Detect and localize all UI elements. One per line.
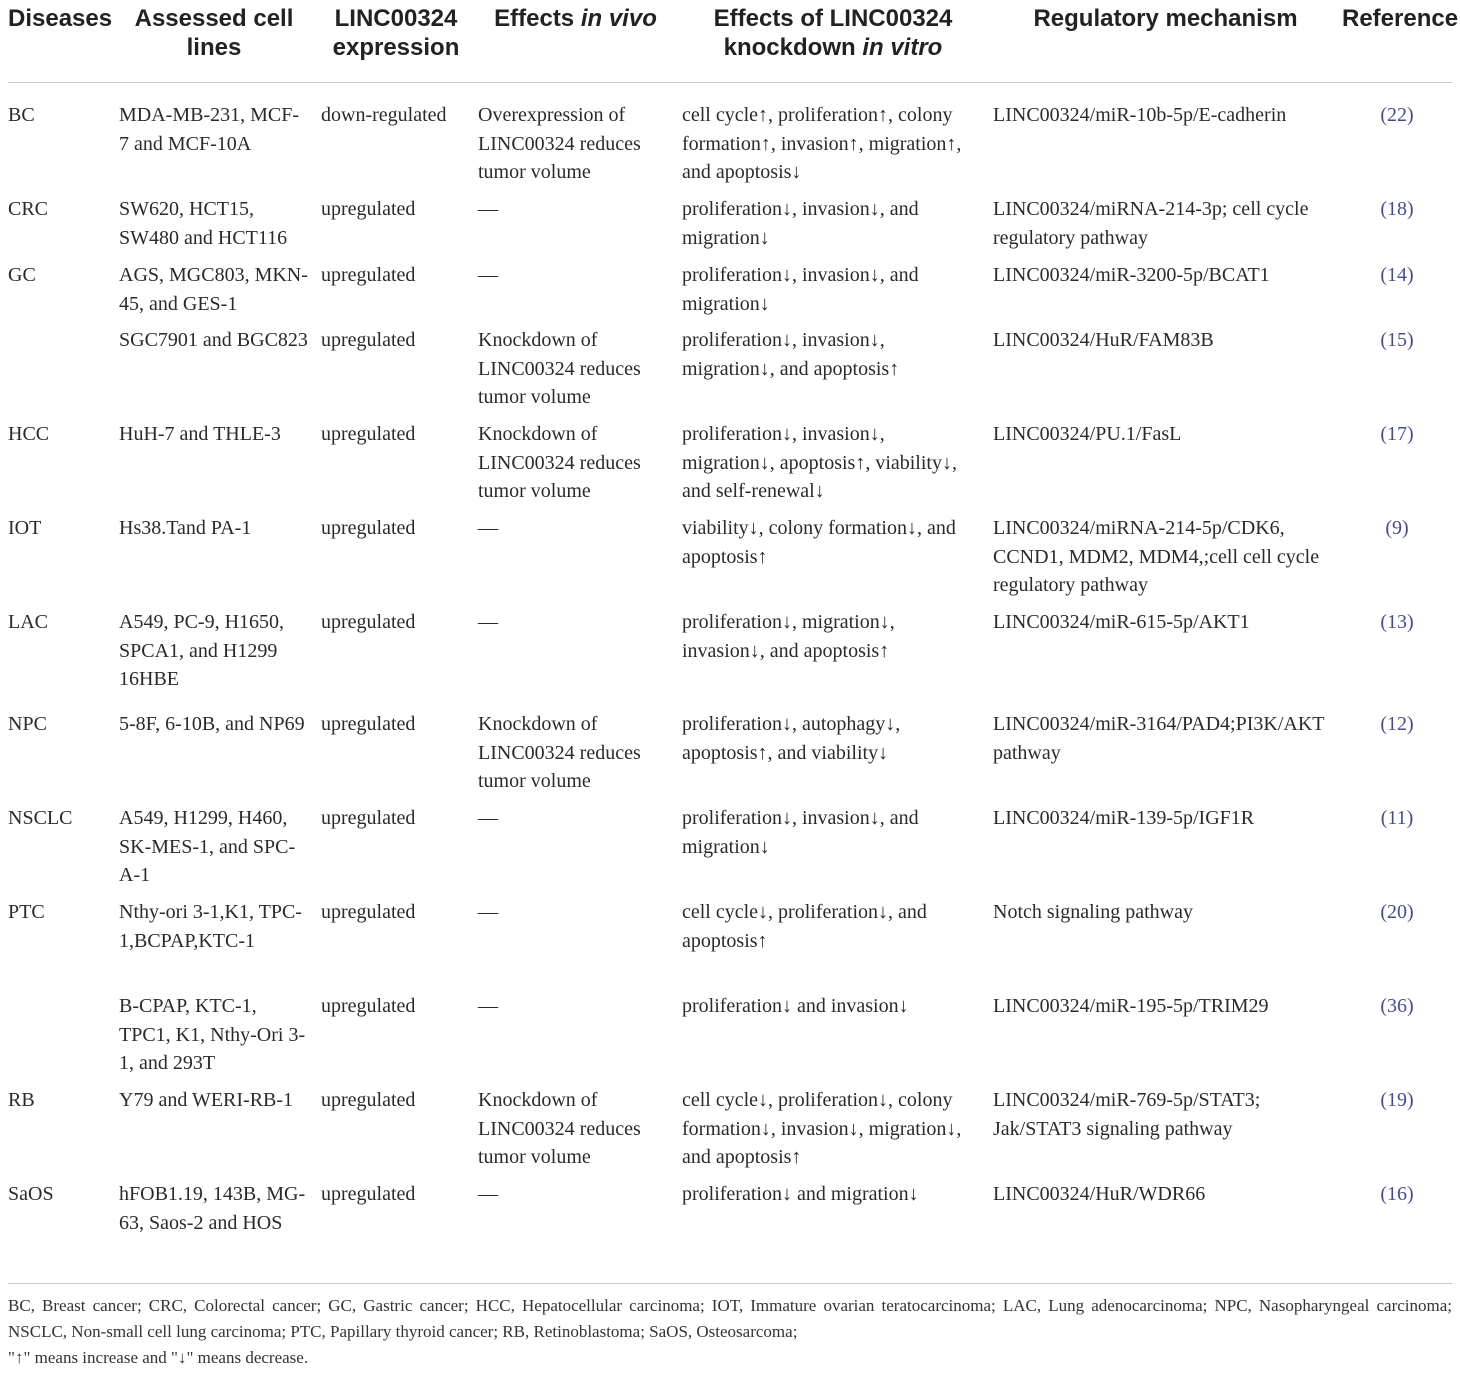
cell-reference-link[interactable]: (14) bbox=[1380, 264, 1414, 286]
cell-disease: GC bbox=[8, 264, 36, 286]
cell-expression: upregulated bbox=[321, 995, 416, 1017]
cell-in-vivo: Knockdown of LINC00324 reduces tumor volume bbox=[478, 713, 641, 792]
table-row bbox=[8, 898, 1452, 992]
table-row bbox=[8, 261, 1452, 326]
cell-in-vivo: — bbox=[478, 901, 498, 923]
cell-cell-lines: Y79 and WERI-RB-1 bbox=[119, 1089, 294, 1111]
cell-reference-link[interactable]: (22) bbox=[1380, 104, 1414, 126]
table-row bbox=[8, 101, 1452, 195]
header-cell-lines: Assessed cell lines bbox=[134, 5, 294, 61]
cell-expression: upregulated bbox=[321, 329, 416, 351]
cell-lines-text: A549, PC-9, H1650, SPCA1, and H1299 16HBE bbox=[119, 611, 285, 690]
cell-expression: upregulated bbox=[321, 901, 416, 923]
cell-cell-lines: AGS, MGC803, MKN-45, and GES-1 bbox=[119, 264, 308, 315]
cell-cell-lines: 5-8F, 6-10B, and NP69 bbox=[119, 713, 305, 735]
cell-in-vivo: — bbox=[478, 807, 498, 829]
cell-mechanism: LINC00324/miR-769-5p/STAT3; Jak/STAT3 signaling pathway bbox=[993, 1089, 1261, 1140]
cell-cell-lines: SGC7901 and BGC823 bbox=[119, 329, 308, 351]
cell-cell-lines: A549, H1299, H460, SK-MES-1, and SPC-A-1 bbox=[119, 807, 296, 886]
cell-cell-lines: hFOB1.19, 143B, MG-63, Saos-2 and HOS bbox=[119, 1183, 306, 1234]
cell-in-vivo: Overexpression of LINC00324 reduces tumor volume bbox=[478, 104, 641, 183]
header-in-vivo: Effects in vivo bbox=[494, 5, 657, 32]
table-header bbox=[8, 0, 1459, 83]
cell-in-vitro: proliferation↓, invasion↓, migration↓, and apoptosis↑ bbox=[682, 329, 900, 380]
cell-in-vitro: proliferation↓, invasion↓, and migration↓ bbox=[682, 807, 919, 858]
cell-in-vitro: proliferation↓, invasion↓, and migration↓ bbox=[682, 264, 919, 315]
cell-expression: upregulated bbox=[321, 517, 416, 539]
cell-in-vitro: cell cycle↑, proliferation↑, colony formation↑, invasion↑, migration↑, and apoptosis↓ bbox=[682, 104, 962, 183]
header-in-vitro: Effects of LINC00324 knockdown in vitro bbox=[713, 5, 953, 61]
cell-in-vitro: viability↓, colony formation↓, and apoptosis↑ bbox=[682, 517, 956, 568]
cell-mechanism: LINC00324/HuR/WDR66 bbox=[993, 1183, 1206, 1205]
cell-mechanism: LINC00324/miRNA-214-3p; cell cycle regulatory pathway bbox=[993, 198, 1309, 249]
table-row bbox=[8, 608, 1452, 710]
table-row bbox=[8, 992, 1452, 1086]
cell-in-vivo: — bbox=[478, 264, 498, 286]
cell-cell-lines bbox=[119, 608, 309, 694]
cell-mechanism: LINC00324/PU.1/FasL bbox=[993, 423, 1182, 445]
cell-in-vitro: proliferation↓, invasion↓, migration↓, apoptosis↑, viability↓, and self-renewal↓ bbox=[682, 423, 957, 502]
cell-reference-link[interactable]: (17) bbox=[1380, 423, 1414, 445]
header-reference: Reference bbox=[1342, 5, 1459, 32]
cell-in-vitro: proliferation↓ and invasion↓ bbox=[682, 995, 909, 1017]
cell-disease: PTC bbox=[8, 901, 45, 923]
cell-cell-lines: Nthy-ori 3-1,K1, TPC-1,BCPAP,KTC-1 bbox=[119, 901, 302, 952]
cell-in-vivo: — bbox=[478, 1183, 498, 1205]
cell-reference-link[interactable]: (13) bbox=[1380, 611, 1414, 633]
cell-in-vivo: Knockdown of LINC00324 reduces tumor volume bbox=[478, 423, 641, 502]
cell-disease: SaOS bbox=[8, 1183, 54, 1205]
cell-cell-lines: HuH-7 and THLE-3 bbox=[119, 423, 281, 445]
cell-disease: NSCLC bbox=[8, 807, 73, 829]
table bbox=[8, 0, 1459, 1367]
cell-expression: upregulated bbox=[321, 1089, 416, 1111]
cell-mechanism: Notch signaling pathway bbox=[993, 901, 1193, 923]
cell-reference-link[interactable]: (16) bbox=[1380, 1183, 1414, 1205]
cell-reference-link[interactable]: (19) bbox=[1380, 1089, 1414, 1111]
cell-reference-link[interactable]: (9) bbox=[1385, 517, 1409, 539]
table-bottom-rule bbox=[8, 1283, 1452, 1284]
cell-reference-link[interactable]: (36) bbox=[1380, 995, 1414, 1017]
table-footnote bbox=[8, 1293, 1452, 1371]
header-expression: LINC00324 expression bbox=[332, 5, 460, 61]
table-row bbox=[8, 1086, 1452, 1180]
cell-mechanism: LINC00324/miR-10b-5p/E-cadherin bbox=[993, 104, 1287, 126]
cell-mechanism: LINC00324/HuR/FAM83B bbox=[993, 329, 1214, 351]
cell-reference-link[interactable]: (18) bbox=[1380, 198, 1414, 220]
header-mechanism: Regulatory mechanism bbox=[1033, 5, 1298, 32]
cell-in-vivo: — bbox=[478, 611, 498, 633]
table-row bbox=[8, 710, 1452, 804]
cell-in-vitro: proliferation↓ and migration↓ bbox=[682, 1183, 919, 1205]
cell-expression: upregulated bbox=[321, 1183, 416, 1205]
cell-in-vivo: Knockdown of LINC00324 reduces tumor volume bbox=[478, 1089, 641, 1168]
table-row bbox=[8, 804, 1452, 898]
cell-in-vitro: proliferation↓, autophagy↓, apoptosis↑, and viability↓ bbox=[682, 713, 901, 764]
cell-expression: upregulated bbox=[321, 198, 416, 220]
cell-reference-link[interactable]: (20) bbox=[1380, 901, 1414, 923]
cell-in-vitro: proliferation↓, invasion↓, and migration↓ bbox=[682, 198, 919, 249]
cell-mechanism: LINC00324/miR-3200-5p/BCAT1 bbox=[993, 264, 1270, 286]
cell-reference-link[interactable]: (12) bbox=[1380, 713, 1414, 735]
cell-mechanism: LINC00324/miR-195-5p/TRIM29 bbox=[993, 995, 1269, 1017]
table-row bbox=[8, 514, 1452, 608]
cell-disease: RB bbox=[8, 1089, 35, 1111]
cell-expression: upregulated bbox=[321, 713, 416, 735]
cell-expression: upregulated bbox=[321, 807, 416, 829]
cell-expression: down-regulated bbox=[321, 104, 447, 126]
cell-disease: CRC bbox=[8, 198, 49, 220]
cell-in-vitro: cell cycle↓, proliferation↓, and apoptosis↑ bbox=[682, 901, 927, 952]
cell-mechanism: LINC00324/miRNA-214-5p/CDK6, CCND1, MDM2, MDM4,;cell cell cycle regulatory pathway bbox=[993, 517, 1320, 596]
cell-in-vitro: proliferation↓, migration↓, invasion↓, and apoptosis↑ bbox=[682, 611, 895, 662]
cell-mechanism: LINC00324/miR-615-5p/AKT1 bbox=[993, 611, 1250, 633]
table-body bbox=[8, 101, 1452, 1274]
cell-cell-lines: MDA-MB-231, MCF-7 and MCF-10A bbox=[119, 104, 300, 155]
table-row bbox=[8, 420, 1452, 514]
cell-mechanism: LINC00324/miR-3164/PAD4;PI3K/AKT pathway bbox=[993, 713, 1325, 764]
table-row bbox=[8, 326, 1452, 420]
cell-disease: BC bbox=[8, 104, 35, 126]
cell-expression: upregulated bbox=[321, 264, 416, 286]
cell-cell-lines: Hs38.Tand PA-1 bbox=[119, 517, 252, 539]
cell-in-vivo: — bbox=[478, 517, 498, 539]
table-row bbox=[8, 1180, 1452, 1274]
cell-expression: upregulated bbox=[321, 611, 416, 633]
cell-disease: HCC bbox=[8, 423, 50, 445]
cell-cell-lines: SW620, HCT15, SW480 and HCT116 bbox=[119, 198, 288, 249]
cell-in-vivo: — bbox=[478, 198, 498, 220]
table-row bbox=[8, 195, 1452, 261]
cell-mechanism: LINC00324/miR-139-5p/IGF1R bbox=[993, 807, 1255, 829]
cell-reference-link[interactable]: (15) bbox=[1380, 329, 1414, 351]
footnote-arrows: "↑" means increase and "↓" means decrease. bbox=[8, 1348, 309, 1367]
cell-expression: upregulated bbox=[321, 423, 416, 445]
cell-disease: LAC bbox=[8, 611, 48, 633]
cell-disease: NPC bbox=[8, 713, 47, 735]
cell-cell-lines: B-CPAP, KTC-1, TPC1, K1, Nthy-Ori 3-1, and 293T bbox=[119, 995, 306, 1074]
cell-in-vivo: — bbox=[478, 995, 498, 1017]
footnote-abbreviations: BC, Breast cancer; CRC, Colorectal cancer; GC, Gastric cancer; HCC, Hepatocellular carcinoma; IOT, Immature ovarian teratocarcinoma; LAC, Lung adenocarcinoma; NPC, Nasopharyngeal carcinoma; NSCLC, Non-small cell lung carcinoma; PTC, Papillary thyroid cancer; RB, Retinoblastoma; SaOS, Osteosarcoma; bbox=[8, 1296, 1452, 1341]
header-diseases: Diseases bbox=[8, 5, 113, 32]
cell-reference-link[interactable]: (11) bbox=[1380, 807, 1414, 829]
cell-in-vitro: cell cycle↓, proliferation↓, colony formation↓, invasion↓, migration↓, and apoptosis↑ bbox=[682, 1089, 962, 1168]
cell-disease: IOT bbox=[8, 517, 42, 539]
cell-in-vivo: Knockdown of LINC00324 reduces tumor volume bbox=[478, 329, 641, 408]
